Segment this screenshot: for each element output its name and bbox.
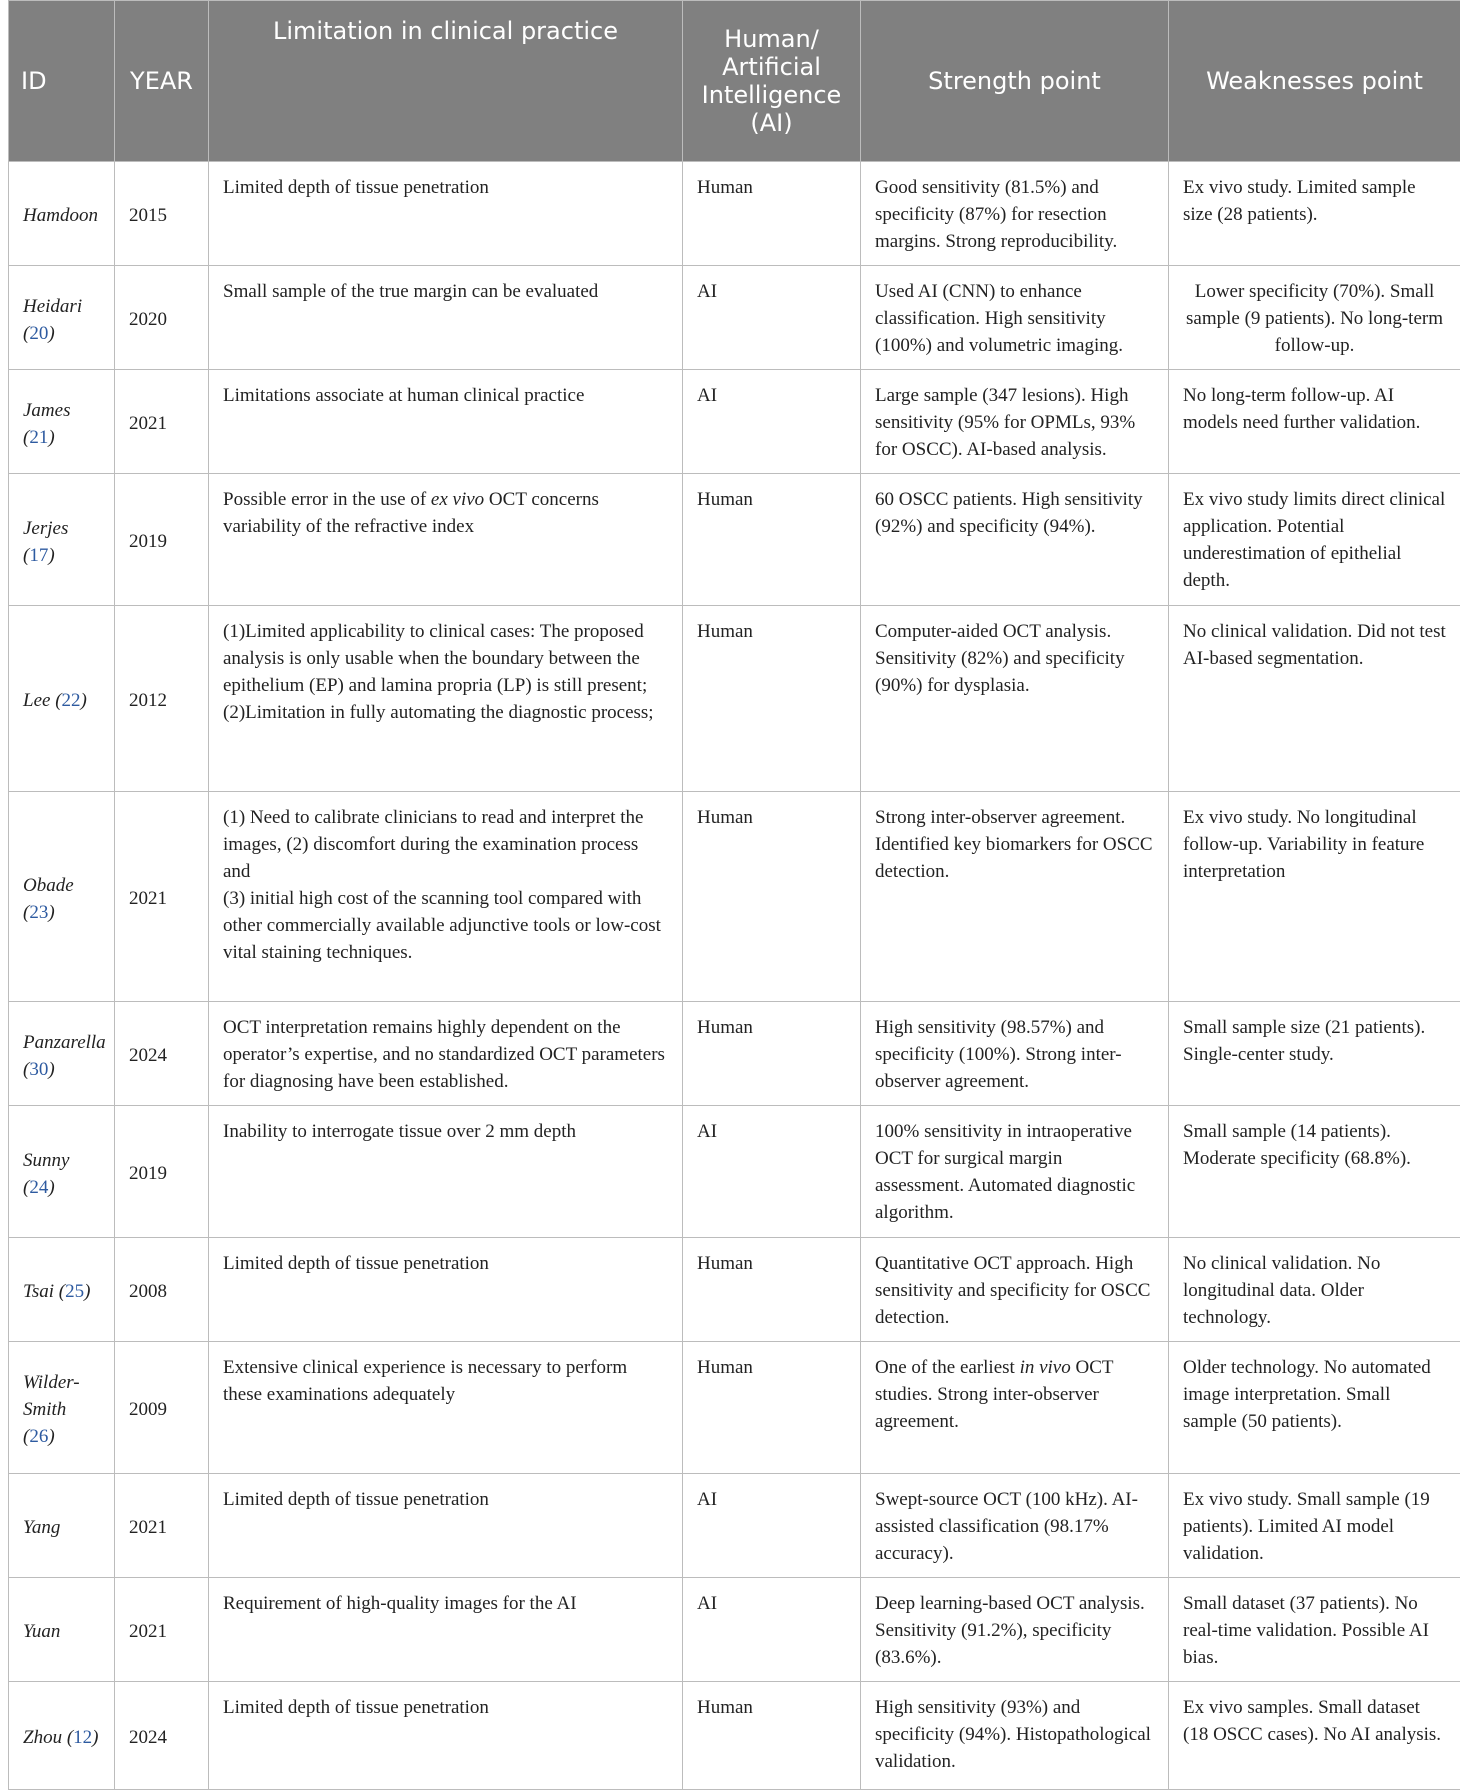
human-ai-cell: Human [683, 162, 861, 266]
study-year: 2024 [115, 1002, 209, 1106]
study-id: Wilder-Smith (26) [9, 1342, 115, 1474]
header-year: YEAR [115, 1, 209, 162]
study-year: 2008 [115, 1238, 209, 1342]
author-name: Lee [23, 690, 50, 711]
limitation-text: OCT concerns variability of the refractive index [223, 489, 599, 537]
limitation-cell [209, 606, 683, 792]
weakness-cell: Ex vivo study. No longitudinal follow-up. Variability in feature interpretation [1169, 792, 1460, 1002]
limitation-cell: Small sample of the true margin can be evaluated [209, 266, 683, 370]
limitation-cell: Limited depth of tissue penetration [209, 1238, 683, 1342]
strength-cell: Used AI (CNN) to enhance classification. High sensitivity (100%) and volumetric imaging. [861, 266, 1169, 370]
author-name: Yang [23, 1517, 60, 1538]
author-name: Panzarella [23, 1032, 106, 1053]
weakness-cell: No clinical validation. No longitudinal data. Older technology. [1169, 1238, 1460, 1342]
table-row [9, 266, 1460, 370]
study-year: 2015 [115, 162, 209, 266]
strength-text: One of the earliest [875, 1357, 1020, 1378]
reference-link[interactable]: 12 [73, 1727, 92, 1748]
human-ai-cell: AI [683, 1474, 861, 1578]
weakness-cell: Small sample size (21 patients). Single-center study. [1169, 1002, 1460, 1106]
limitation-cell: Limitations associate at human clinical practice [209, 370, 683, 474]
human-ai-cell: AI [683, 370, 861, 474]
weakness-cell: Ex vivo study limits direct clinical application. Potential underestimation of epithelial depth. [1169, 474, 1460, 606]
human-ai-cell: AI [683, 266, 861, 370]
reference-link[interactable]: 20 [29, 323, 48, 344]
table-row [9, 606, 1460, 792]
header-strength: Strength point [861, 1, 1169, 162]
human-ai-cell: Human [683, 792, 861, 1002]
strength-text: OCT studies. Strong inter-observer agreement. [875, 1357, 1113, 1432]
table-row [9, 1474, 1460, 1578]
study-year: 2020 [115, 266, 209, 370]
reference-link[interactable]: 30 [29, 1059, 48, 1080]
study-year: 2021 [115, 1578, 209, 1682]
strength-cell [861, 1342, 1169, 1474]
author-name: Zhou [23, 1727, 62, 1748]
table-row [9, 162, 1460, 266]
header-id: ID [9, 1, 115, 162]
reference-link[interactable]: 23 [29, 902, 48, 923]
strength-cell: Good sensitivity (81.5%) and specificity (87%) for resection margins. Strong reproducibility. [861, 162, 1169, 266]
limitation-item: (1)Limited applicability to clinical cases: The proposed analysis is only usable when the boundary between the epithelium (EP) and lamina propria (LP) is still present; [223, 618, 668, 699]
limitation-item: (3) initial high cost of the scanning tool compared with other commercially available adjunctive tools or low-cost vital staining techniques. [223, 885, 668, 966]
study-id: Zhou (12) [9, 1682, 115, 1790]
header-limitation: Limitation in clinical practice [209, 1, 683, 162]
author-name: James [23, 400, 70, 421]
limitation-cell: Limited depth of tissue penetration [209, 1474, 683, 1578]
human-ai-cell: Human [683, 1002, 861, 1106]
limitation-cell: Limited depth of tissue penetration [209, 1682, 683, 1790]
study-id: Heidari (20) [9, 266, 115, 370]
human-ai-cell: Human [683, 1342, 861, 1474]
strength-cell: Swept-source OCT (100 kHz). AI-assisted classification (98.17% accuracy). [861, 1474, 1169, 1578]
reference-link[interactable]: 21 [29, 427, 48, 448]
human-ai-cell: AI [683, 1578, 861, 1682]
study-id [9, 162, 115, 266]
study-id: Lee (22) [9, 606, 115, 792]
limitation-text: Possible error in the use of [223, 489, 431, 510]
author-name: Wilder-Smith [23, 1372, 80, 1420]
limitation-item: (1) Need to calibrate clinicians to read and interpret the images, (2) discomfort during the examination process and [223, 804, 668, 885]
study-year: 2021 [115, 792, 209, 1002]
human-ai-cell: Human [683, 1238, 861, 1342]
weakness-cell: Ex vivo study. Small sample (19 patients). Limited AI model validation. [1169, 1474, 1460, 1578]
study-year: 2009 [115, 1342, 209, 1474]
study-year: 2021 [115, 370, 209, 474]
strength-cell: 60 OSCC patients. High sensitivity (92%) and specificity (94%). [861, 474, 1169, 606]
weakness-cell: Ex vivo study. Limited sample size (28 patients). [1169, 162, 1460, 266]
human-ai-cell: Human [683, 1682, 861, 1790]
reference-link[interactable]: 24 [29, 1177, 48, 1198]
table-row [9, 1002, 1460, 1106]
table-row [9, 1682, 1460, 1790]
limitation-cell: OCT interpretation remains highly dependent on the operator’s expertise, and no standardized OCT parameters for diagnosing have been established. [209, 1002, 683, 1106]
study-id: Sunny (24) [9, 1106, 115, 1238]
table-row [9, 1238, 1460, 1342]
table-row [9, 474, 1460, 606]
author-name: Hamdoon [23, 205, 98, 226]
weakness-cell: Lower specificity (70%). Small sample (9 patients). No long-term follow-up. [1169, 266, 1460, 370]
strength-cell: Strong inter-observer agreement. Identified key biomarkers for OSCC detection. [861, 792, 1169, 1002]
strength-cell: High sensitivity (98.57%) and specificity (100%). Strong inter-observer agreement. [861, 1002, 1169, 1106]
weakness-cell: Small sample (14 patients). Moderate specificity (68.8%). [1169, 1106, 1460, 1238]
author-name: Obade [23, 875, 74, 896]
author-name: Tsai [23, 1281, 54, 1302]
reference-link[interactable]: 25 [65, 1281, 84, 1302]
author-name: Sunny [23, 1150, 69, 1171]
limitation-item: (2)Limitation in fully automating the diagnostic process; [223, 699, 668, 726]
limitation-cell [209, 792, 683, 1002]
study-id: James (21) [9, 370, 115, 474]
human-ai-cell: Human [683, 474, 861, 606]
study-year: 2019 [115, 1106, 209, 1238]
study-id: Obade (23) [9, 792, 115, 1002]
study-id: Panzarella (30) [9, 1002, 115, 1106]
study-id [9, 1474, 115, 1578]
study-year: 2021 [115, 1474, 209, 1578]
weakness-cell: No long-term follow-up. AI models need further validation. [1169, 370, 1460, 474]
reference-link[interactable]: 17 [29, 545, 48, 566]
table-header-row [9, 1, 1460, 162]
table-row [9, 1342, 1460, 1474]
strength-cell: Computer-aided OCT analysis. Sensitivity (82%) and specificity (90%) for dysplasia. [861, 606, 1169, 792]
limitation-cell: Limited depth of tissue penetration [209, 162, 683, 266]
author-name: Jerjes [23, 518, 68, 539]
study-year: 2012 [115, 606, 209, 792]
human-ai-cell: AI [683, 1106, 861, 1238]
weakness-cell: Ex vivo samples. Small dataset (18 OSCC cases). No AI analysis. [1169, 1682, 1460, 1790]
strength-cell: Quantitative OCT approach. High sensitivity and specificity for OSCC detection. [861, 1238, 1169, 1342]
limitation-cell [209, 474, 683, 606]
strength-cell: 100% sensitivity in intraoperative OCT for surgical margin assessment. Automated diagnostic algorithm. [861, 1106, 1169, 1238]
reference-link[interactable]: 22 [62, 690, 81, 711]
limitation-italic-text: ex vivo [431, 489, 484, 510]
reference-link[interactable]: 26 [29, 1426, 48, 1447]
strength-cell: High sensitivity (93%) and specificity (94%). Histopathological validation. [861, 1682, 1169, 1790]
strength-cell: Large sample (347 lesions). High sensitivity (95% for OPMLs, 93% for OSCC). AI-based analysis. [861, 370, 1169, 474]
limitation-cell: Extensive clinical experience is necessary to perform these examinations adequately [209, 1342, 683, 1474]
header-human-ai: Human/ Artificial Intelligence (AI) [683, 1, 861, 162]
human-ai-cell: Human [683, 606, 861, 792]
table-row [9, 370, 1460, 474]
study-id [9, 1578, 115, 1682]
header-weakness: Weaknesses point [1169, 1, 1460, 162]
table-row [9, 1106, 1460, 1238]
author-name: Yuan [23, 1621, 60, 1642]
strength-cell: Deep learning-based OCT analysis. Sensitivity (91.2%), specificity (83.6%). [861, 1578, 1169, 1682]
weakness-cell: No clinical validation. Did not test AI-based segmentation. [1169, 606, 1460, 792]
study-id: Tsai (25) [9, 1238, 115, 1342]
study-id: Jerjes (17) [9, 474, 115, 606]
limitation-cell: Requirement of high-quality images for the AI [209, 1578, 683, 1682]
limitation-cell: Inability to interrogate tissue over 2 mm depth [209, 1106, 683, 1238]
study-year: 2024 [115, 1682, 209, 1790]
table-row [9, 1578, 1460, 1682]
weakness-cell: Small dataset (37 patients). No real-time validation. Possible AI bias. [1169, 1578, 1460, 1682]
study-year: 2019 [115, 474, 209, 606]
author-name: Heidari [23, 296, 82, 317]
strength-italic-text: in vivo [1020, 1357, 1071, 1378]
studies-table [8, 0, 1460, 1790]
weakness-cell: Older technology. No automated image interpretation. Small sample (50 patients). [1169, 1342, 1460, 1474]
table-row [9, 792, 1460, 1002]
